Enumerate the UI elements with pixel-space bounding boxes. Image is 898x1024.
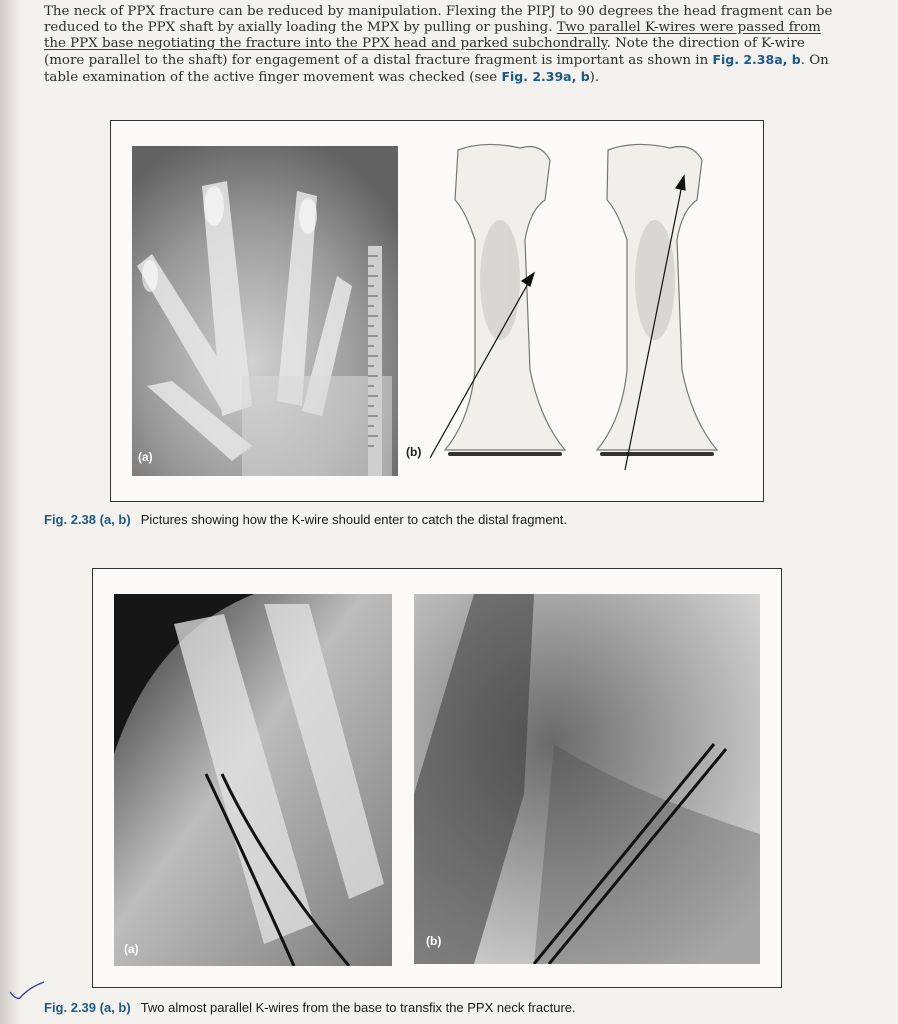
paragraph-underlined-text: Two parallel K-wires were passed from the PPX base negotiating the fracture into the PPX head and parked subchondrally [44,20,821,51]
figure-2-39a-xray-image [114,594,392,966]
body-paragraph [44,4,844,86]
figure-2-39-caption-text: Two almost parallel K-wires from the base to transfix the PPX neck fracture. [140,1000,576,1015]
handwritten-check-mark [8,980,48,1004]
figure-2-38-caption [44,512,844,527]
paragraph-text-2: . Note the direction of K-wire (more parallel to the shaft) for engagement of a distal fracture fragment is important as shown in [44,36,805,68]
figure-2-38b-bone-drawing [430,140,740,480]
figure-2-39-caption [44,1000,844,1015]
figure-reference-link-239[interactable]: Fig. 2.39a, b [501,69,590,84]
paragraph-text-3: . On table examination of the active finger movement was checked (see [44,53,829,85]
figure-2-39-caption-label: Fig. 2.39 (a, b) [44,1000,131,1015]
figure-2-38a-label: (a) [138,450,153,464]
figure-2-38b-label: (b) [406,445,422,459]
figure-2-38-caption-text: Pictures showing how the K-wire should enter to catch the distal fragment. [140,512,568,527]
figure-2-38-caption-label: Fig. 2.38 (a, b) [44,512,131,527]
figure-2-38a-xray-image [132,146,398,476]
figure-2-39b-xray-image [414,594,760,964]
paragraph-text-1: The neck of PPX fracture can be reduced by manipulation. Flexing the PIPJ to 90 degrees the head fragment can be reduced to the PPX shaft by axially loading the MPX by pulling or pushing. [44,4,833,35]
figure-reference-link-238[interactable]: Fig. 2.38a, b [712,52,801,67]
figure-2-39a-label: (a) [124,942,139,956]
page-gutter-shadow [0,0,22,1024]
paragraph-text-4: ). [589,70,600,85]
figure-2-39b-label: (b) [426,934,442,948]
